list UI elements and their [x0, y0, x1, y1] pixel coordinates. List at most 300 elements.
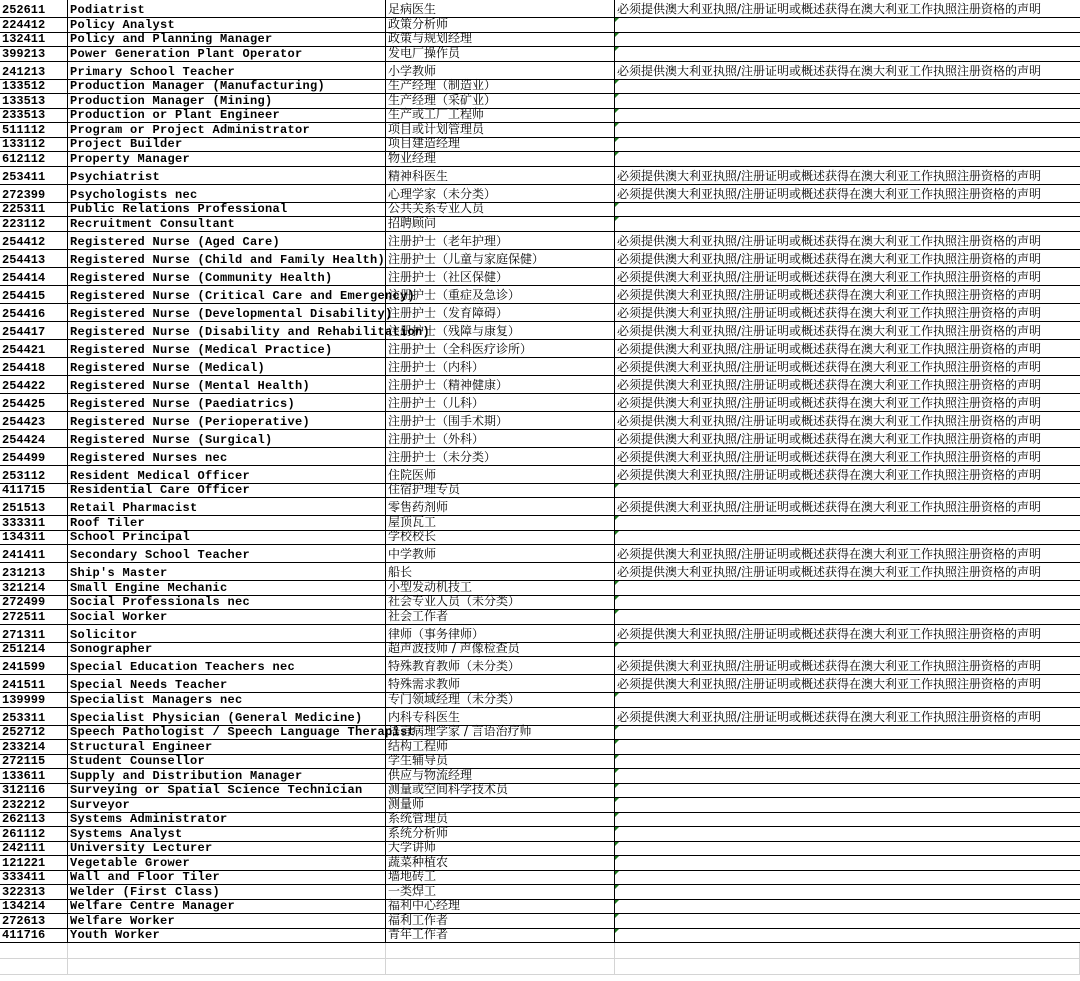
cell-error-indicator-icon	[615, 885, 619, 889]
table-row	[0, 755, 1080, 770]
occupation-name-zh-cell[interactable]: 零售药剂师	[386, 498, 615, 515]
table-row	[0, 581, 1080, 596]
occupation-name-zh-cell[interactable]: 专门领域经理（未分类）	[386, 693, 615, 707]
empty-row	[0, 943, 1080, 959]
occupation-code-cell[interactable]: 254415	[0, 286, 68, 303]
requirement-cell[interactable]: 必须提供澳大利亚执照/注册证明或概述获得在澳大利亚工作执照注册资格的声明	[617, 547, 1042, 561]
requirement-cell[interactable]	[615, 755, 1080, 769]
occupation-code-cell[interactable]: 223112	[0, 217, 68, 231]
requirement-cell[interactable]: 必须提供澳大利亚执照/注册证明或概述获得在澳大利亚工作执照注册资格的声明	[617, 626, 1042, 641]
occupation-code-cell[interactable]: 252611	[0, 0, 68, 17]
occupation-name-zh-cell[interactable]: 生产或工厂工程师	[386, 109, 615, 123]
requirement-cell[interactable]	[615, 484, 1080, 498]
requirement-cell[interactable]	[615, 581, 1080, 595]
occupation-code-cell[interactable]: 271311	[0, 625, 68, 642]
requirement-cell[interactable]	[615, 47, 1080, 61]
occupation-code-cell[interactable]: 251513	[0, 498, 68, 515]
table-row	[0, 596, 1080, 611]
table-row	[0, 340, 1080, 358]
requirement-cell[interactable]	[615, 18, 1080, 32]
occupation-name-zh-cell[interactable]: 注册护士（重症及急诊）	[386, 286, 615, 303]
cell-error-indicator-icon	[615, 531, 619, 535]
table-row	[0, 643, 1080, 658]
occupation-name-zh-cell[interactable]: 屋顶瓦工	[386, 516, 615, 530]
occupation-code-cell[interactable]: 134311	[0, 531, 68, 545]
requirement-cell[interactable]	[615, 203, 1080, 217]
occupation-code-cell[interactable]: 262113	[0, 813, 68, 827]
cell-error-indicator-icon	[615, 798, 619, 802]
cell-error-indicator-icon	[615, 871, 619, 875]
table-row	[0, 563, 1080, 581]
occupation-code-cell[interactable]: 333311	[0, 516, 68, 530]
occupation-name-en-cell[interactable]: Social Worker	[68, 610, 386, 624]
occupation-code-cell[interactable]: 254423	[0, 412, 68, 429]
occupation-name-en-cell[interactable]: Registered Nurse (Disability and Rehabilitation)	[68, 322, 386, 339]
requirement-cell[interactable]: 必须提供澳大利亚执照/注册证明或概述获得在澳大利亚工作执照注册资格的声明	[617, 233, 1042, 248]
occupation-name-zh-cell[interactable]: 心理学家（未分类）	[386, 185, 615, 202]
requirement-cell[interactable]: 必须提供澳大利亚执照/注册证明或概述获得在澳大利亚工作执照注册资格的声明	[617, 323, 1042, 338]
requirement-cell[interactable]: 必须提供澳大利亚执照/注册证明或概述获得在澳大利亚工作执照注册资格的声明	[617, 63, 1042, 78]
requirement-cell[interactable]	[615, 726, 1080, 740]
occupation-name-en-cell[interactable]: Program or Project Administrator	[68, 123, 386, 137]
table-row	[0, 827, 1080, 842]
occupation-name-zh-cell[interactable]: 生产经理（采矿业）	[386, 94, 615, 108]
occupation-name-en-cell[interactable]: Welder (First Class)	[68, 885, 386, 899]
occupation-code-cell[interactable]: 254416	[0, 304, 68, 321]
occupation-name-zh-cell[interactable]: 特殊需求教师	[386, 675, 615, 692]
occupation-code-cell[interactable]: 252712	[0, 726, 68, 740]
requirement-cell[interactable]	[615, 827, 1080, 841]
occupation-code-cell[interactable]: 233214	[0, 740, 68, 754]
occupation-code-cell[interactable]: 225311	[0, 203, 68, 217]
occupation-name-en-cell[interactable]: Registered Nurse (Perioperative)	[68, 412, 386, 429]
table-row	[0, 322, 1080, 340]
cell-error-indicator-icon	[615, 152, 619, 156]
occupation-code-cell[interactable]: 224412	[0, 18, 68, 32]
table-row	[0, 232, 1080, 250]
requirement-cell[interactable]	[615, 596, 1080, 610]
requirement-cell[interactable]	[615, 813, 1080, 827]
occupation-name-en-cell[interactable]: Registered Nurse (Mental Health)	[68, 376, 386, 393]
occupation-name-en-cell[interactable]: Systems Administrator	[68, 813, 386, 827]
occupation-name-zh-cell[interactable]: 测量或空间科学技术员	[386, 784, 615, 798]
table-row	[0, 856, 1080, 871]
occupation-name-zh-cell[interactable]: 注册护士（精神健康）	[386, 376, 615, 393]
occupation-code-cell[interactable]: 232212	[0, 798, 68, 812]
occupation-code-cell[interactable]: 133611	[0, 769, 68, 783]
cell-error-indicator-icon	[615, 784, 619, 788]
occupation-name-en-cell[interactable]: Registered Nurse (Critical Care and Emergency)	[68, 286, 386, 303]
table-row	[0, 798, 1080, 813]
requirement-cell[interactable]: 必须提供澳大利亚执照/注册证明或概述获得在澳大利亚工作执照注册资格的声明	[617, 565, 1042, 579]
table-row	[0, 123, 1080, 138]
empty-cell[interactable]	[0, 943, 68, 958]
requirement-cell[interactable]	[615, 643, 1080, 657]
requirement-cell[interactable]: 必须提供澳大利亚执照/注册证明或概述获得在澳大利亚工作执照注册资格的声明	[617, 186, 1042, 201]
occupation-name-en-cell[interactable]: Psychologists nec	[68, 185, 386, 202]
empty-cell[interactable]	[68, 959, 386, 974]
occupation-name-zh-cell[interactable]: 福利工作者	[386, 914, 615, 928]
cell-error-indicator-icon	[615, 516, 619, 520]
occupation-name-en-cell[interactable]: Recruitment Consultant	[68, 217, 386, 231]
occupation-name-zh-cell[interactable]: 注册护士（未分类）	[386, 448, 615, 465]
occupation-name-zh-cell[interactable]: 结构工程师	[386, 740, 615, 754]
occupation-code-cell[interactable]: 272613	[0, 914, 68, 928]
occupation-code-cell[interactable]: 322313	[0, 885, 68, 899]
occupation-code-cell[interactable]: 231213	[0, 563, 68, 580]
occupation-name-zh-cell[interactable]: 生产经理（制造业）	[386, 80, 615, 94]
occupation-name-zh-cell[interactable]: 蔬菜种植农	[386, 856, 615, 870]
occupation-name-en-cell[interactable]: Wall and Floor Tiler	[68, 871, 386, 885]
requirement-cell[interactable]	[615, 900, 1080, 914]
occupation-name-zh-cell[interactable]: 公共关系专业人员	[386, 203, 615, 217]
occupation-name-zh-cell[interactable]: 住宿护理专员	[386, 484, 615, 498]
empty-cell[interactable]	[0, 959, 68, 974]
requirement-cell[interactable]: 必须提供澳大利亚执照/注册证明或概述获得在澳大利亚工作执照注册资格的声明	[617, 500, 1042, 514]
occupation-name-zh-cell[interactable]: 内科专科医生	[386, 708, 615, 725]
occupation-name-en-cell[interactable]: Social Professionals nec	[68, 596, 386, 610]
occupation-name-zh-cell[interactable]: 注册护士（残障与康复）	[386, 322, 615, 339]
occupation-name-zh-cell[interactable]: 船长	[386, 563, 615, 580]
occupation-code-cell[interactable]: 254417	[0, 322, 68, 339]
requirement-cell[interactable]	[615, 94, 1080, 108]
requirement-cell[interactable]: 必须提供澳大利亚执照/注册证明或概述获得在澳大利亚工作执照注册资格的声明	[617, 413, 1042, 428]
requirement-cell[interactable]	[615, 531, 1080, 545]
cell-error-indicator-icon	[615, 610, 619, 614]
table-row	[0, 94, 1080, 109]
occupation-name-zh-cell[interactable]: 小型发动机技工	[386, 581, 615, 595]
occupation-name-zh-cell[interactable]: 住院医师	[386, 466, 615, 483]
occupation-name-en-cell[interactable]: Supply and Distribution Manager	[68, 769, 386, 783]
occupation-name-en-cell[interactable]: Registered Nurse (Community Health)	[68, 268, 386, 285]
occupation-name-zh-cell[interactable]: 特殊教育教师（未分类）	[386, 657, 615, 674]
occupation-code-cell[interactable]: 272499	[0, 596, 68, 610]
occupation-name-zh-cell[interactable]: 注册护士（儿童与家庭保健）	[386, 250, 615, 267]
occupation-name-zh-cell[interactable]: 测量师	[386, 798, 615, 812]
requirement-cell[interactable]	[615, 610, 1080, 624]
requirement-cell[interactable]: 必须提供澳大利亚执照/注册证明或概述获得在澳大利亚工作执照注册资格的声明	[617, 168, 1042, 183]
occupation-code-cell[interactable]: 241411	[0, 545, 68, 562]
occupation-name-zh-cell[interactable]: 学生辅导员	[386, 755, 615, 769]
occupation-name-zh-cell[interactable]: 注册护士（社区保健）	[386, 268, 615, 285]
occupation-code-cell[interactable]: 612112	[0, 152, 68, 166]
table-row	[0, 545, 1080, 563]
occupation-name-zh-cell[interactable]: 注册护士（外科）	[386, 430, 615, 447]
table-row	[0, 80, 1080, 95]
requirement-cell[interactable]: 必须提供澳大利亚执照/注册证明或概述获得在澳大利亚工作执照注册资格的声明	[617, 377, 1042, 392]
requirement-cell[interactable]	[615, 152, 1080, 166]
occupation-name-en-cell[interactable]: Podiatrist	[68, 0, 386, 17]
occupation-name-en-cell[interactable]: Vegetable Grower	[68, 856, 386, 870]
requirement-cell[interactable]	[615, 798, 1080, 812]
occupation-name-zh-cell[interactable]: 招聘顾问	[386, 217, 615, 231]
empty-row	[0, 959, 1080, 975]
occupation-name-en-cell[interactable]: Sonographer	[68, 643, 386, 657]
occupation-name-zh-cell[interactable]: 物业经理	[386, 152, 615, 166]
occupation-code-cell[interactable]: 254413	[0, 250, 68, 267]
occupation-code-cell[interactable]: 254424	[0, 430, 68, 447]
occupation-code-cell[interactable]: 242111	[0, 842, 68, 856]
requirement-cell[interactable]	[615, 856, 1080, 870]
occupation-name-en-cell[interactable]: Policy Analyst	[68, 18, 386, 32]
occupation-name-en-cell[interactable]: Small Engine Mechanic	[68, 581, 386, 595]
occupation-name-en-cell[interactable]: Solicitor	[68, 625, 386, 642]
occupation-name-en-cell[interactable]: Surveying or Spatial Science Technician	[68, 784, 386, 798]
requirement-cell[interactable]	[615, 842, 1080, 856]
requirement-cell[interactable]: 必须提供澳大利亚执照/注册证明或概述获得在澳大利亚工作执照注册资格的声明	[617, 287, 1042, 302]
requirement-cell[interactable]: 必须提供澳大利亚执照/注册证明或概述获得在澳大利亚工作执照注册资格的声明	[617, 431, 1042, 446]
table-row	[0, 268, 1080, 286]
occupation-code-cell[interactable]: 261112	[0, 827, 68, 841]
occupation-name-zh-cell[interactable]: 学校校长	[386, 531, 615, 545]
occupation-name-zh-cell[interactable]: 发电厂操作员	[386, 47, 615, 61]
table-row	[0, 784, 1080, 799]
occupation-name-zh-cell[interactable]: 足病医生	[386, 0, 615, 17]
table-row	[0, 376, 1080, 394]
cell-error-indicator-icon	[615, 80, 619, 84]
occupation-code-cell[interactable]: 133513	[0, 94, 68, 108]
occupation-code-cell[interactable]: 254412	[0, 232, 68, 249]
occupation-name-en-cell[interactable]: Registered Nurse (Developmental Disability)	[68, 304, 386, 321]
occupation-code-cell[interactable]: 312116	[0, 784, 68, 798]
occupation-name-en-cell[interactable]: Registered Nurse (Paediatrics)	[68, 394, 386, 411]
occupation-name-zh-cell[interactable]: 注册护士（发育障碍）	[386, 304, 615, 321]
occupation-name-en-cell[interactable]: Student Counsellor	[68, 755, 386, 769]
occupation-name-en-cell[interactable]: Welfare Centre Manager	[68, 900, 386, 914]
occupation-code-cell[interactable]: 254421	[0, 340, 68, 357]
requirement-cell[interactable]	[615, 769, 1080, 783]
occupation-name-en-cell[interactable]: Property Manager	[68, 152, 386, 166]
cell-error-indicator-icon	[615, 856, 619, 860]
occupation-name-en-cell[interactable]: Specialist Physician (General Medicine)	[68, 708, 386, 725]
requirement-cell[interactable]: 必须提供澳大利亚执照/注册证明或概述获得在澳大利亚工作执照注册资格的声明	[617, 709, 1042, 724]
occupation-name-zh-cell[interactable]: 系统管理员	[386, 813, 615, 827]
table-row	[0, 18, 1080, 33]
occupation-code-cell[interactable]: 254418	[0, 358, 68, 375]
occupation-name-en-cell[interactable]: Registered Nurse (Aged Care)	[68, 232, 386, 249]
table-row	[0, 842, 1080, 857]
occupation-name-en-cell[interactable]: Specialist Managers nec	[68, 693, 386, 707]
table-row	[0, 466, 1080, 484]
occupation-name-en-cell[interactable]: Welfare Worker	[68, 914, 386, 928]
table-row	[0, 286, 1080, 304]
empty-cell[interactable]	[615, 943, 1080, 958]
occupation-name-en-cell[interactable]: Power Generation Plant Operator	[68, 47, 386, 61]
occupation-code-cell[interactable]: 241599	[0, 657, 68, 674]
requirement-cell[interactable]	[615, 123, 1080, 137]
occupation-name-zh-cell[interactable]: 墙地砖工	[386, 871, 615, 885]
cell-error-indicator-icon	[615, 123, 619, 127]
occupation-name-zh-cell[interactable]: 青年工作者	[386, 929, 615, 943]
cell-error-indicator-icon	[615, 693, 619, 697]
empty-cell[interactable]	[386, 943, 615, 958]
occupation-name-zh-cell[interactable]: 小学教师	[386, 62, 615, 79]
requirement-cell[interactable]: 必须提供澳大利亚执照/注册证明或概述获得在澳大利亚工作执照注册资格的声明	[617, 341, 1042, 356]
occupation-name-zh-cell[interactable]: 一类焊工	[386, 885, 615, 899]
occupation-code-cell[interactable]: 511112	[0, 123, 68, 137]
requirement-cell[interactable]: 必须提供澳大利亚执照/注册证明或概述获得在澳大利亚工作执照注册资格的声明	[617, 677, 1042, 691]
table-row	[0, 167, 1080, 185]
occupation-name-en-cell[interactable]: Surveyor	[68, 798, 386, 812]
occupation-code-cell[interactable]: 132411	[0, 33, 68, 47]
occupation-code-cell[interactable]: 411716	[0, 929, 68, 943]
occupation-name-en-cell[interactable]: Youth Worker	[68, 929, 386, 943]
empty-cell[interactable]	[386, 959, 615, 974]
occupation-code-cell[interactable]: 254414	[0, 268, 68, 285]
requirement-cell[interactable]	[615, 929, 1080, 943]
occupation-code-cell[interactable]: 121221	[0, 856, 68, 870]
occupation-name-en-cell[interactable]: Special Education Teachers nec	[68, 657, 386, 674]
occupation-code-cell[interactable]: 254422	[0, 376, 68, 393]
occupation-name-en-cell[interactable]: Speech Pathologist / Speech Language Therapist	[70, 725, 416, 739]
occupation-name-zh-cell[interactable]: 语言病理学家 / 言语治疗师	[386, 726, 615, 740]
occupation-name-zh-cell[interactable]: 系统分析师	[386, 827, 615, 841]
cell-error-indicator-icon	[615, 581, 619, 585]
occupation-name-zh-cell[interactable]: 注册护士（围手术期）	[386, 412, 615, 429]
occupation-name-en-cell[interactable]: Registered Nurse (Medical)	[68, 358, 386, 375]
occupation-name-en-cell[interactable]: Systems Analyst	[68, 827, 386, 841]
occupation-name-zh-cell[interactable]: 社会工作者	[386, 610, 615, 624]
table-row	[0, 217, 1080, 232]
requirement-cell[interactable]: 必须提供澳大利亚执照/注册证明或概述获得在澳大利亚工作执照注册资格的声明	[617, 269, 1042, 284]
occupation-name-zh-cell[interactable]: 中学教师	[386, 545, 615, 562]
requirement-cell[interactable]: 必须提供澳大利亚执照/注册证明或概述获得在澳大利亚工作执照注册资格的声明	[617, 659, 1042, 673]
occupation-name-zh-cell[interactable]: 供应与物流经理	[386, 769, 615, 783]
table-row	[0, 914, 1080, 929]
occupation-code-cell[interactable]: 139999	[0, 693, 68, 707]
occupation-code-cell[interactable]: 241213	[0, 62, 68, 79]
occupation-name-zh-cell[interactable]: 精神科医生	[386, 167, 615, 184]
table-row	[0, 152, 1080, 167]
occupation-name-en-cell[interactable]: Project Builder	[68, 138, 386, 152]
occupation-name-zh-cell[interactable]: 注册护士（老年护理）	[386, 232, 615, 249]
occupation-code-cell[interactable]: 411715	[0, 484, 68, 498]
occupation-name-zh-cell[interactable]: 社会专业人员（未分类）	[386, 596, 615, 610]
occupation-name-zh-cell[interactable]: 超声波技师 / 声像检查员	[386, 643, 615, 657]
occupation-name-en-cell[interactable]: Public Relations Professional	[68, 203, 386, 217]
occupation-code-cell[interactable]: 399213	[0, 47, 68, 61]
occupation-name-en-cell[interactable]: Resident Medical Officer	[68, 466, 386, 483]
occupation-code-cell[interactable]: 253411	[0, 167, 68, 184]
empty-cell[interactable]	[615, 959, 1080, 974]
occupation-code-cell[interactable]: 133112	[0, 138, 68, 152]
occupation-code-cell[interactable]: 272115	[0, 755, 68, 769]
requirement-cell[interactable]	[615, 693, 1080, 707]
occupation-code-cell[interactable]: 272511	[0, 610, 68, 624]
table-row	[0, 358, 1080, 376]
requirement-cell[interactable]	[615, 33, 1080, 47]
occupation-name-en-cell[interactable]: Psychiatrist	[68, 167, 386, 184]
table-row	[0, 394, 1080, 412]
occupation-name-zh-cell[interactable]: 政策与规划经理	[386, 33, 615, 47]
requirement-cell[interactable]	[615, 80, 1080, 94]
requirement-cell[interactable]	[615, 217, 1080, 231]
occupation-name-en-cell[interactable]: Registered Nurse (Child and Family Health)	[68, 250, 386, 267]
occupation-name-zh-cell[interactable]: 注册护士（内科）	[386, 358, 615, 375]
occupation-name-en-cell[interactable]: Registered Nurse (Surgical)	[68, 430, 386, 447]
requirement-cell[interactable]: 必须提供澳大利亚执照/注册证明或概述获得在澳大利亚工作执照注册资格的声明	[617, 305, 1042, 320]
occupation-name-zh-cell[interactable]: 注册护士（全科医疗诊所）	[386, 340, 615, 357]
occupation-name-zh-cell[interactable]: 项目建造经理	[386, 138, 615, 152]
occupation-name-zh-cell[interactable]: 大学讲师	[386, 842, 615, 856]
occupation-name-en-cell[interactable]: Ship's Master	[68, 563, 386, 580]
requirement-cell[interactable]: 必须提供澳大利亚执照/注册证明或概述获得在澳大利亚工作执照注册资格的声明	[617, 467, 1042, 482]
requirement-cell[interactable]: 必须提供澳大利亚执照/注册证明或概述获得在澳大利亚工作执照注册资格的声明	[617, 395, 1042, 410]
requirement-cell[interactable]	[615, 784, 1080, 798]
occupation-name-zh-cell[interactable]: 项目或计划管理员	[386, 123, 615, 137]
occupation-name-zh-cell[interactable]: 注册护士（儿科）	[386, 394, 615, 411]
cell-error-indicator-icon	[615, 827, 619, 831]
cell-error-indicator-icon	[615, 33, 619, 37]
cell-error-indicator-icon	[615, 484, 619, 488]
occupation-name-en-cell[interactable]: Secondary School Teacher	[68, 545, 386, 562]
requirement-cell[interactable]	[615, 138, 1080, 152]
empty-cell[interactable]	[68, 943, 386, 958]
occupation-name-en-cell[interactable]: Production or Plant Engineer	[68, 109, 386, 123]
occupation-name-en-cell[interactable]: Retail Pharmacist	[68, 498, 386, 515]
occupation-name-en-cell[interactable]: Special Needs Teacher	[68, 675, 386, 692]
occupation-name-en-cell[interactable]: Roof Tiler	[68, 516, 386, 530]
table-row	[0, 62, 1080, 80]
occupation-code-cell[interactable]: 333411	[0, 871, 68, 885]
table-row	[0, 47, 1080, 62]
table-row	[0, 304, 1080, 322]
occupation-code-cell[interactable]: 254499	[0, 448, 68, 465]
occupation-code-cell[interactable]: 253112	[0, 466, 68, 483]
requirement-cell[interactable]: 必须提供澳大利亚执照/注册证明或概述获得在澳大利亚工作执照注册资格的声明	[617, 251, 1042, 266]
occupation-code-cell[interactable]: 253311	[0, 708, 68, 725]
requirement-cell[interactable]	[615, 109, 1080, 123]
table-row	[0, 0, 1080, 18]
requirement-cell[interactable]	[615, 871, 1080, 885]
occupation-code-cell[interactable]: 251214	[0, 643, 68, 657]
requirement-cell[interactable]: 必须提供澳大利亚执照/注册证明或概述获得在澳大利亚工作执照注册资格的声明	[617, 359, 1042, 374]
occupation-name-en-cell[interactable]: Residential Care Officer	[68, 484, 386, 498]
requirement-cell[interactable]: 必须提供澳大利亚执照/注册证明或概述获得在澳大利亚工作执照注册资格的声明	[617, 449, 1042, 464]
table-row	[0, 33, 1080, 48]
occupation-name-en-cell[interactable]: Primary School Teacher	[68, 62, 386, 79]
requirement-cell[interactable]	[615, 914, 1080, 928]
occupation-name-en-cell[interactable]: Production Manager (Mining)	[68, 94, 386, 108]
occupation-code-cell[interactable]: 254425	[0, 394, 68, 411]
table-row	[0, 109, 1080, 124]
occupation-name-en-cell[interactable]: School Principal	[68, 531, 386, 545]
requirement-cell[interactable]: 必须提供澳大利亚执照/注册证明或概述获得在澳大利亚工作执照注册资格的声明	[617, 2, 1042, 16]
occupation-name-en-cell[interactable]: Registered Nurses nec	[68, 448, 386, 465]
cell-error-indicator-icon	[615, 726, 619, 730]
occupation-code-cell[interactable]: 272399	[0, 185, 68, 202]
occupation-code-cell[interactable]: 134214	[0, 900, 68, 914]
requirement-cell[interactable]	[615, 740, 1080, 754]
occupation-code-cell[interactable]: 233513	[0, 109, 68, 123]
occupation-name-zh-cell[interactable]: 政策分析师	[386, 18, 615, 32]
occupation-name-zh-cell[interactable]: 福利中心经理	[386, 900, 615, 914]
occupation-name-en-cell[interactable]: Policy and Planning Manager	[68, 33, 386, 47]
occupation-code-cell[interactable]: 241511	[0, 675, 68, 692]
occupation-name-en-cell[interactable]: Production Manager (Manufacturing)	[68, 80, 386, 94]
occupation-code-cell[interactable]: 321214	[0, 581, 68, 595]
requirement-cell[interactable]	[615, 885, 1080, 899]
occupation-name-zh-cell[interactable]: 律师（事务律师）	[386, 625, 615, 642]
occupation-name-en-cell[interactable]: Structural Engineer	[68, 740, 386, 754]
occupation-name-en-cell[interactable]: Registered Nurse (Medical Practice)	[68, 340, 386, 357]
table-row	[0, 929, 1080, 944]
cell-error-indicator-icon	[615, 900, 619, 904]
table-row	[0, 203, 1080, 218]
requirement-cell[interactable]	[615, 516, 1080, 530]
occupation-name-en-cell[interactable]: University Lecturer	[68, 842, 386, 856]
occupation-code-cell[interactable]: 133512	[0, 80, 68, 94]
